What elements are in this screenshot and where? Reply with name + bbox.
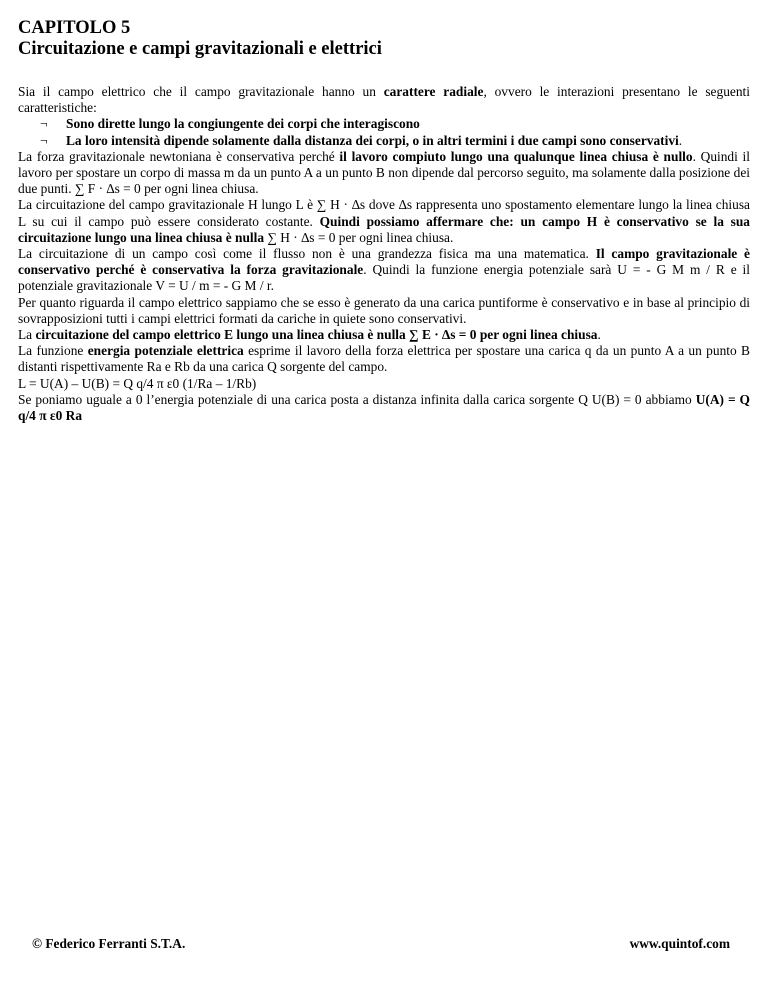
intro-bold-1: carattere radiale — [383, 84, 484, 99]
p1-text-2: . Quindi il lavoro per spostare un corpo di massa m da un punto A a un punto B non dipende dal percorso seguito, ma solamente dalla posizione dei due punti. ∑ F · ∆s = 0 per ogni linea chiusa. — [18, 148, 750, 197]
p1-bold-1: il lavoro compiuto lungo una qualunque linea chiusa è nullo — [339, 148, 693, 164]
chapter-title: Circuitazione e campi gravitazionali e elettrici — [18, 39, 382, 59]
p3-text-2: . Quindi la funzione energia potenziale sarà U = - G M m / R e il potenziale gravitazionale V = U / m = - G M / r. — [18, 262, 750, 294]
p6-text-2: esprime il lavoro della forza elettrica per spostare una carica q da un punto A a un punto B distanti rispettivamente Ra e Rb da una carica Q sorgente del campo. — [18, 343, 750, 375]
intro-text-2: , ovvero le interazioni presentano le seguenti caratteristiche: — [18, 84, 750, 116]
paragraph-7 — [18, 376, 750, 392]
document-body — [18, 84, 750, 424]
p3-bold-1: Il campo gravitazionale è conservativo perché è conservativa la forza gravitazionale — [18, 246, 750, 278]
footer-website: www.quintof.com — [629, 936, 730, 951]
p5-bold-1: circuitazione del campo elettrico E lungo una linea chiusa è nulla ∑ E · ∆s = 0 per ogni linea chiusa — [35, 327, 598, 343]
p5-text-1: La — [18, 327, 36, 343]
p4-text-1: Per quanto riguarda il campo elettrico sappiamo che se esso è generato da una carica puntiforme è conservativo e in base al principio di sovrapposizioni tutti i campi elettrici formati da cariche in quiete sono conservativi. — [18, 294, 750, 326]
paragraph-8 — [18, 392, 750, 424]
paragraph-1 — [18, 149, 750, 198]
list-item — [18, 133, 750, 149]
p8-bold-1: U(A) = Q q/4 π ε0 Ra — [18, 391, 750, 424]
p3-text-1: La circuitazione di un campo così come il flusso non è una grandezza fisica ma una matematica. — [18, 246, 596, 262]
p2-bold-1: Quindi possiamo affermare che: un campo H è conservativo se la sua circuitazione lungo una linea chiusa è nulla — [18, 213, 751, 245]
footer-copyright: © Federico Ferranti S.T.A. — [32, 936, 186, 951]
paragraph-6 — [18, 343, 750, 375]
p8-text-1: Se poniamo uguale a 0 l’energia potenziale di una carica posta a distanza infinita dalla carica sorgente Q U(B) = 0 abbiamo — [18, 391, 696, 407]
p5-text-2: . — [597, 327, 601, 343]
paragraph-5 — [18, 327, 750, 343]
bullet-symbol: ¬ — [40, 132, 48, 148]
intro-paragraph — [18, 84, 750, 116]
paragraph-3 — [18, 246, 750, 295]
list-item — [18, 116, 750, 132]
intro-text-1: Sia il campo elettrico che il campo gravitazionale hanno un — [18, 84, 384, 99]
p1-text-1: La forza gravitazionale newtoniana è conservativa perché — [18, 148, 340, 164]
p7-text-1: L = U(A) – U(B) = Q q/4 π ε0 (1/Ra – 1/Rb) — [18, 375, 257, 391]
list-item-text: Sono dirette lungo la congiungente dei corpi che interagiscono — [66, 116, 420, 132]
chapter-heading — [18, 0, 750, 60]
list-item-end: . — [678, 132, 683, 148]
p2-text-1: La circuitazione del campo gravitazionale H lungo L è ∑ H · ∆s dove ∆s rappresenta uno spostamento elementare lungo la linea chiusa L su cui il campo può essere considerato costante. — [18, 197, 750, 229]
paragraph-2 — [18, 197, 750, 246]
document-page — [18, 0, 750, 424]
bullet-symbol: ¬ — [40, 116, 48, 132]
chapter-number: CAPITOLO 5 — [18, 18, 131, 38]
p6-bold-1: energia potenziale elettrica — [87, 343, 244, 359]
p2-text-2: ∑ H · ∆s = 0 per ogni linea chiusa. — [264, 229, 454, 245]
list-item-text: La loro intensità dipende solamente dalla distanza dei corpi, o in altri termini i due campi sono conservativi — [66, 132, 679, 148]
p6-text-1: La funzione — [18, 343, 88, 359]
paragraph-4 — [18, 295, 750, 327]
characteristics-list — [18, 116, 750, 148]
